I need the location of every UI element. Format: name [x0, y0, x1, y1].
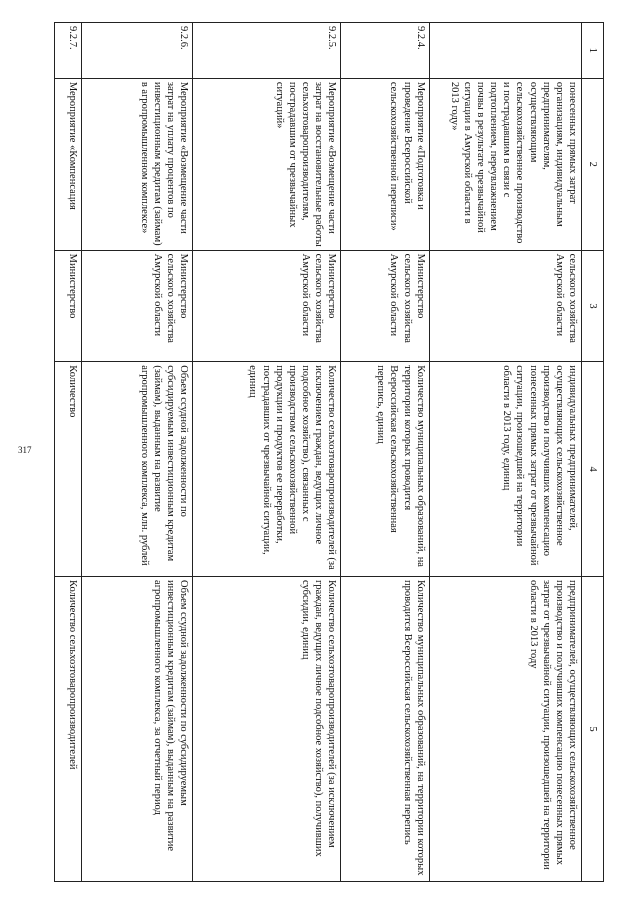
table-row: [81, 23, 192, 882]
indicator: Количество: [55, 362, 82, 577]
calculation-formula: предпринимателей, осуществляющих сельскохозяйственное производство и получивших компенсацию понесенных прямых затрат от чрезвычайной ситуации, произошедшей на территории области в 2013 году: [429, 577, 581, 882]
indicator: Количество муниципальных образований, на территории которых проводится Всероссийская сельскохозяйственная перепись, единиц: [341, 362, 430, 577]
calculation-formula: Объем ссудной задолженности по субсидируемым инвестиционным кредитам (займам), выданным на развитие агропромышленного комплекса, за отчетный период: [81, 577, 192, 882]
rotated-page: [54, 22, 604, 882]
responsible-executor: Министерство сельского хозяйства Амурской области: [81, 250, 192, 362]
measure-name: Мероприятие «Возмещение части затрат на уплату процентов по инвестиционным кредитам (займам) в агропромышленном комплексе»: [81, 78, 192, 250]
calculation-formula: Количество муниципальных образований, на территории которых проводится Всероссийская сельскохозяйственная перепись: [341, 577, 430, 882]
row-number: 9.2.6.: [81, 23, 192, 79]
indicator: Объем ссудной задолженности по субсидируемым инвестиционным кредитам (займам), выданным на развитие агропромышленного комплекса, млн. рублей: [81, 362, 192, 577]
measure-name: Мероприятие «Возмещение части затрат на восстановительные работы сельхозтоваропроизводителям, пострадавшим от чрезвычайных ситуаций»: [192, 78, 340, 250]
table-row: [429, 23, 581, 882]
measure-name: понесенных прямых затрат организациям, индивидуальным предпринимателям, осуществляющим сельскохозяйственное производство и пострадавшим в связи с подтоплением, переувлажнением почвы в результате чрезвычайной ситуации в Амурской области в 2013 году»: [429, 78, 581, 250]
responsible-executor: Министерство: [55, 250, 82, 362]
calculation-formula: Количество сельхозтоваропроизводителей (за исключением граждан, ведущих личное подсобное хозяйство), получивших субсидии, единиц: [192, 577, 340, 882]
header-row: [582, 23, 604, 882]
table-row: [192, 23, 340, 882]
header-col-2: 2: [582, 78, 604, 250]
table-row: [55, 23, 82, 882]
table-row: [341, 23, 430, 882]
header-col-4: 4: [582, 362, 604, 577]
indicator: индивидуальных предпринимателей, осуществляющих сельскохозяйственное производство и получивших компенсацию понесенных прямых затрат от чрезвычайной ситуации, произошедшей на территории области в 2013 году, единиц: [429, 362, 581, 577]
header-col-5: 5: [582, 577, 604, 882]
responsible-executor: Министерство сельского хозяйства Амурской области: [341, 250, 430, 362]
indicator: Количество сельхозтоваропроизводителей (за исключением граждан, ведущих личное подсобное хозяйство), связанных с производством сельскохозяйственной продукции и продуктов ее переработки, пострадавших от чрезвычайной ситуации, единиц: [192, 362, 340, 577]
row-number: 9.2.5.: [192, 23, 340, 79]
measure-name: Мероприятие «Компенсация: [55, 78, 82, 250]
row-number: 9.2.4.: [341, 23, 430, 79]
header-col-1: 1: [582, 23, 604, 79]
responsible-executor: сельского хозяйства Амурской области: [429, 250, 581, 362]
page-number: 317: [18, 445, 32, 455]
program-measures-table: [54, 22, 604, 882]
responsible-executor: Министерство сельского хозяйства Амурской области: [192, 250, 340, 362]
row-number: [429, 23, 581, 79]
row-number: 9.2.7.: [55, 23, 82, 79]
header-col-3: 3: [582, 250, 604, 362]
measure-name: Мероприятие «Подготовка и проведение Всероссийской сельскохозяйственной переписи»: [341, 78, 430, 250]
calculation-formula: Количество сельхозтоваропроизводителей: [55, 577, 82, 882]
